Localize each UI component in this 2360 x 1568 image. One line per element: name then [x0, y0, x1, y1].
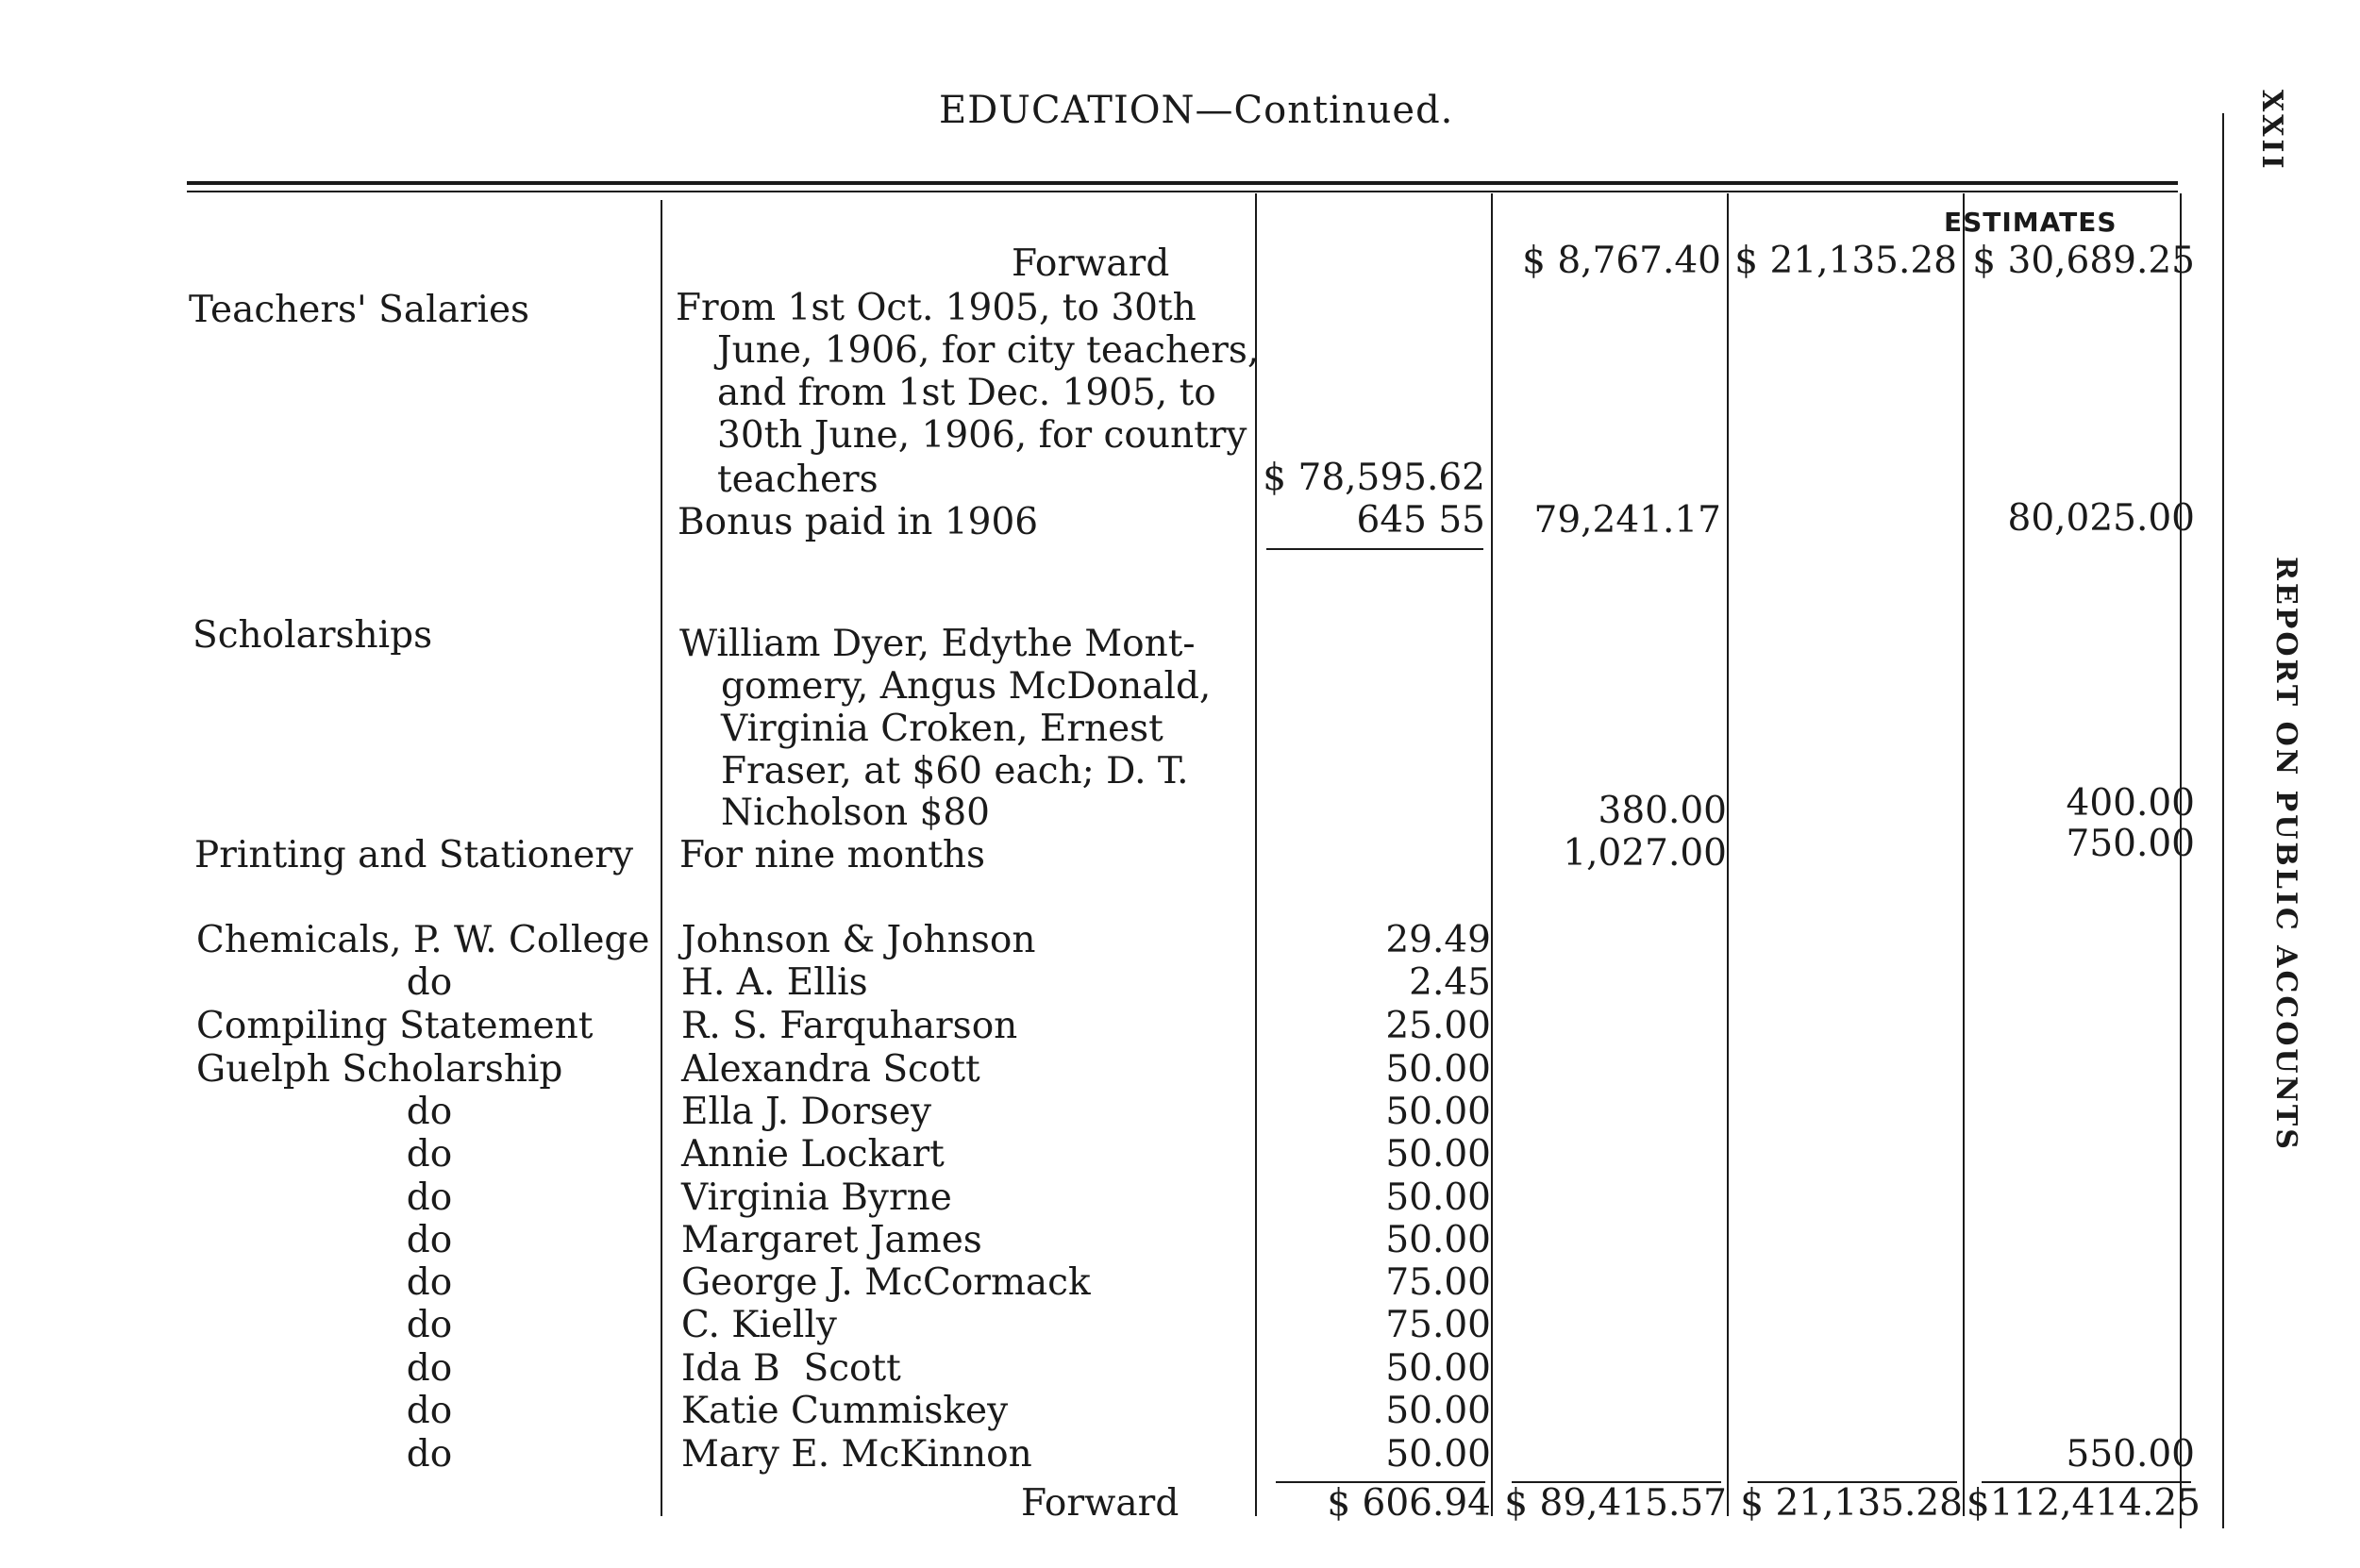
payment-payee: George J. McCormack — [681, 1261, 1091, 1304]
scholarships-desc-line-4: Fraser, at $60 each; D. T. — [721, 750, 1189, 792]
scholarships-category: Scholarships — [192, 614, 433, 657]
payment-category: do — [406, 1261, 453, 1304]
scholarships-estimate: 400.00 — [2066, 782, 2195, 825]
payment-amount: 50.00 — [1385, 1433, 1491, 1476]
scholarships-total: 380.00 — [1598, 790, 1727, 832]
payment-amount: 50.00 — [1385, 1091, 1491, 1133]
payment-payee: Johnson & Johnson — [681, 919, 1036, 961]
payment-category: Chemicals, P. W. College — [196, 919, 650, 961]
forward-bottom-label: Forward — [1021, 1482, 1180, 1525]
payment-amount: 50.00 — [1385, 1133, 1491, 1176]
scholarships-desc-line-2: gomery, Angus McDonald, — [721, 665, 1212, 708]
payment-payee: H. A. Ellis — [681, 961, 868, 1004]
payment-payee: Margaret James — [681, 1219, 982, 1261]
printing-description: For nine months — [679, 834, 986, 876]
teachers-bonus-amount: 645 55 — [1356, 499, 1485, 542]
payment-amount: 75.00 — [1385, 1261, 1491, 1304]
payment-category: do — [406, 1176, 453, 1219]
payment-amount: 25.00 — [1385, 1005, 1491, 1047]
page-number: XXII — [2255, 90, 2288, 172]
printing-category: Printing and Stationery — [194, 834, 633, 876]
printing-estimate: 750.00 — [2066, 823, 2195, 865]
estimates-header: ESTIMATES — [1944, 207, 2117, 238]
margin-rule — [2222, 113, 2224, 1528]
payment-payee: Virginia Byrne — [681, 1176, 952, 1219]
forward-bottom-col3: $ 21,135.28 — [1740, 1482, 1963, 1525]
scholarships-desc-line-1: William Dyer, Edythe Mont- — [679, 623, 1196, 665]
teachers-desc-line-5: teachers — [717, 459, 879, 501]
payment-payee: Ella J. Dorsey — [681, 1091, 931, 1133]
payment-category: Guelph Scholarship — [196, 1048, 563, 1091]
payment-amount: 50.00 — [1385, 1048, 1491, 1091]
printing-total: 1,027.00 — [1563, 832, 1727, 875]
column-rule-amount-3 — [1727, 193, 1729, 1516]
payment-payee: Katie Cummiskey — [681, 1390, 1009, 1432]
forward-top-label: Forward — [1012, 242, 1170, 285]
forward-bottom-estimate: $112,414.25 — [1966, 1482, 2201, 1525]
teachers-desc-line-4: 30th June, 1906, for country — [717, 414, 1247, 457]
payment-category: do — [406, 1219, 453, 1261]
teachers-desc-line-2: June, 1906, for city teachers, — [717, 329, 1260, 372]
payment-category: do — [406, 961, 453, 1004]
forward-bottom-col2: $ 89,415.57 — [1504, 1482, 1727, 1525]
payment-category: do — [406, 1347, 453, 1390]
payment-amount: 75.00 — [1385, 1304, 1491, 1346]
payment-amount: 50.00 — [1385, 1176, 1491, 1219]
teachers-bonus-label: Bonus paid in 1906 — [678, 501, 1039, 543]
payments-estimate: 550.00 — [2066, 1433, 2195, 1476]
payment-amount: 50.00 — [1385, 1219, 1491, 1261]
teachers-desc-line-1: From 1st Oct. 1905, to 30th — [676, 287, 1197, 329]
payment-payee: C. Kielly — [681, 1304, 837, 1346]
scholarships-desc-line-5: Nicholson $80 — [721, 792, 990, 834]
payment-payee: Alexandra Scott — [681, 1048, 980, 1091]
heading-rule-thin — [187, 191, 2178, 192]
teachers-amount: $ 78,595.62 — [1263, 457, 1485, 499]
teachers-category: Teachers' Salaries — [189, 289, 530, 331]
payment-payee: R. S. Farquharson — [681, 1005, 1018, 1047]
payment-amount: 50.00 — [1385, 1390, 1491, 1432]
payment-category: do — [406, 1433, 453, 1476]
payment-payee: Ida B Scott — [681, 1347, 901, 1390]
forward-bottom-col1: $ 606.94 — [1327, 1482, 1491, 1525]
report-title: REPORT ON PUBLIC ACCOUNTS — [2269, 557, 2302, 1152]
payment-category: do — [406, 1091, 453, 1133]
scholarships-desc-line-3: Virginia Croken, Ernest — [721, 708, 1163, 750]
page-heading: EDUCATION—Continued. — [939, 89, 1454, 132]
payment-category: do — [406, 1390, 453, 1432]
payment-payee: Mary E. McKinnon — [681, 1433, 1032, 1476]
teachers-estimate: 80,025.00 — [2007, 497, 2195, 540]
payment-payee: Annie Lockart — [681, 1133, 945, 1176]
forward-top-estimate: $ 30,689.25 — [1972, 240, 2195, 282]
payment-amount: 50.00 — [1385, 1347, 1491, 1390]
payment-amount: 2.45 — [1409, 961, 1491, 1004]
forward-top-col2: $ 8,767.40 — [1522, 240, 1721, 282]
teachers-subtotal-rule — [1266, 548, 1483, 550]
payment-category: do — [406, 1304, 453, 1346]
payment-category: do — [406, 1133, 453, 1176]
payment-category: Compiling Statement — [196, 1005, 594, 1047]
column-rule-description — [661, 200, 662, 1516]
teachers-desc-line-3: and from 1st Dec. 1905, to — [717, 372, 1216, 414]
forward-top-col3: $ 21,135.28 — [1734, 240, 1957, 282]
teachers-total: 79,241.17 — [1533, 499, 1721, 542]
heading-rule-thick — [187, 181, 2178, 185]
payment-amount: 29.49 — [1385, 919, 1491, 961]
